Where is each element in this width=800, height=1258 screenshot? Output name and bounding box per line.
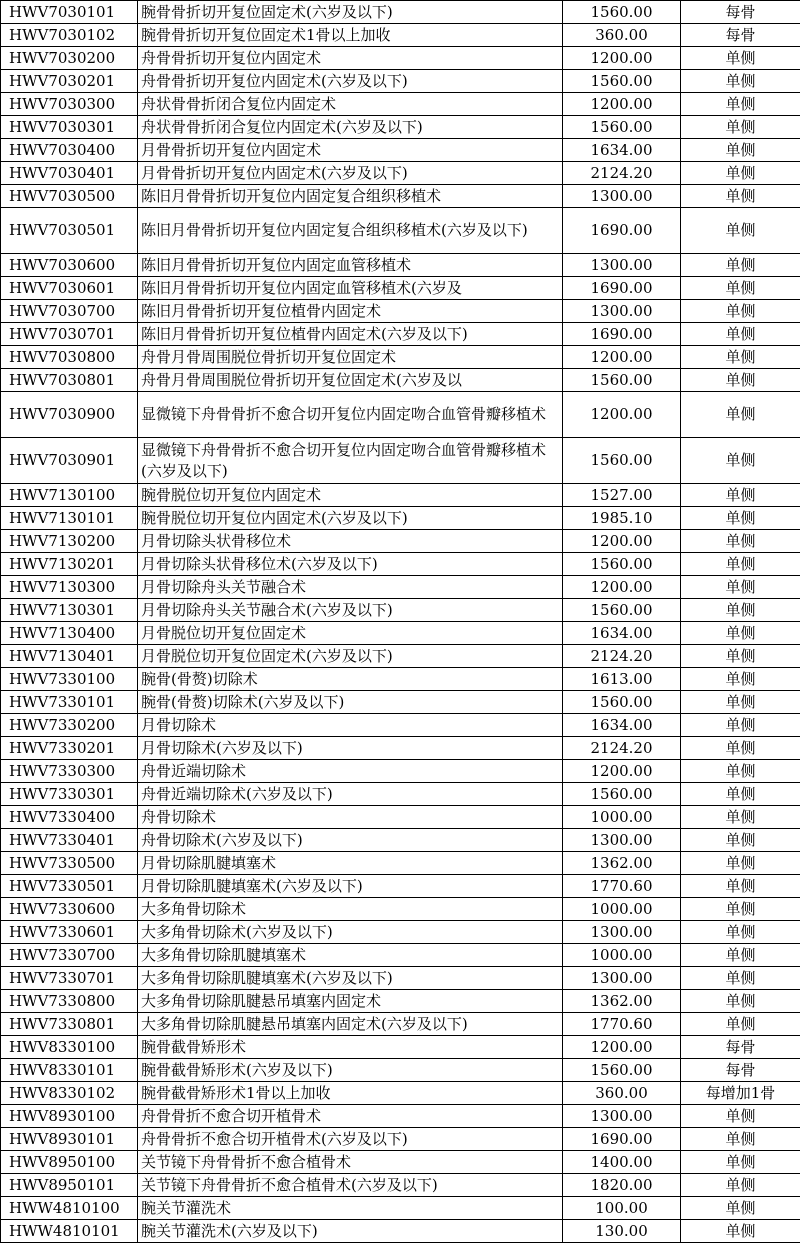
unit-cell: 单侧: [681, 668, 800, 691]
name-cell: 舟骨骨折不愈合切开植骨术(六岁及以下): [138, 1128, 563, 1151]
code-cell: HWV7130400: [1, 622, 138, 645]
price-cell: 1300.00: [563, 967, 681, 990]
code-cell: HWV7030201: [1, 70, 138, 93]
name-cell: 腕骨截骨矫形术: [138, 1036, 563, 1059]
table-row: [1, 737, 800, 760]
price-cell: 1527.00: [563, 484, 681, 507]
price-cell: 1300.00: [563, 254, 681, 277]
price-cell: 1560.00: [563, 1, 681, 24]
table-row: [1, 507, 800, 530]
price-cell: 1300.00: [563, 829, 681, 852]
code-cell: HWV7030701: [1, 323, 138, 346]
unit-cell: 单侧: [681, 967, 800, 990]
fee-table-body: [1, 1, 800, 1243]
unit-cell: 单侧: [681, 737, 800, 760]
price-cell: 1200.00: [563, 346, 681, 369]
table-row: [1, 1220, 800, 1243]
code-cell: HWV7030901: [1, 438, 138, 484]
code-cell: HWV8930100: [1, 1105, 138, 1128]
code-cell: HWV7030700: [1, 300, 138, 323]
name-cell: 腕骨(骨赘)切除术(六岁及以下): [138, 691, 563, 714]
unit-cell: 单侧: [681, 898, 800, 921]
name-cell: 腕关节灌洗术(六岁及以下): [138, 1220, 563, 1243]
price-cell: 1400.00: [563, 1151, 681, 1174]
unit-cell: 单侧: [681, 1105, 800, 1128]
name-cell: 大多角骨切除肌腱填塞术(六岁及以下): [138, 967, 563, 990]
price-cell: 1634.00: [563, 714, 681, 737]
unit-cell: 单侧: [681, 139, 800, 162]
code-cell: HWV8330101: [1, 1059, 138, 1082]
unit-cell: 单侧: [681, 806, 800, 829]
code-cell: HWV7330301: [1, 783, 138, 806]
table-row: [1, 24, 800, 47]
price-cell: 1634.00: [563, 622, 681, 645]
price-cell: 1560.00: [563, 369, 681, 392]
code-cell: HWW4810101: [1, 1220, 138, 1243]
name-cell: 腕骨骨折切开复位固定术1骨以上加收: [138, 24, 563, 47]
table-row: [1, 70, 800, 93]
unit-cell: 单侧: [681, 162, 800, 185]
table-row: [1, 300, 800, 323]
name-cell: 月骨切除舟头关节融合术(六岁及以下): [138, 599, 563, 622]
unit-cell: 每骨: [681, 1059, 800, 1082]
unit-cell: 单侧: [681, 852, 800, 875]
table-row: [1, 599, 800, 622]
unit-cell: 单侧: [681, 300, 800, 323]
price-cell: 1770.60: [563, 1013, 681, 1036]
code-cell: HWV7330400: [1, 806, 138, 829]
code-cell: HWV7030301: [1, 116, 138, 139]
unit-cell: 每骨: [681, 24, 800, 47]
price-cell: 1634.00: [563, 139, 681, 162]
table-row: [1, 967, 800, 990]
name-cell: 月骨脱位切开复位固定术(六岁及以下): [138, 645, 563, 668]
code-cell: HWV7030400: [1, 139, 138, 162]
unit-cell: 单侧: [681, 1151, 800, 1174]
name-cell: 舟骨近端切除术: [138, 760, 563, 783]
unit-cell: 单侧: [681, 208, 800, 254]
unit-cell: 单侧: [681, 990, 800, 1013]
unit-cell: 单侧: [681, 783, 800, 806]
price-cell: 1200.00: [563, 93, 681, 116]
code-cell: HWV7030300: [1, 93, 138, 116]
table-row: [1, 208, 800, 254]
code-cell: HWV7330800: [1, 990, 138, 1013]
name-cell: 月骨切除头状骨移位术: [138, 530, 563, 553]
table-row: [1, 645, 800, 668]
price-cell: 1200.00: [563, 576, 681, 599]
code-cell: HWV7030401: [1, 162, 138, 185]
unit-cell: 单侧: [681, 645, 800, 668]
table-row: [1, 1, 800, 24]
price-cell: 130.00: [563, 1220, 681, 1243]
price-cell: 1362.00: [563, 852, 681, 875]
unit-cell: 单侧: [681, 944, 800, 967]
code-cell: HWV7330200: [1, 714, 138, 737]
table-row: [1, 921, 800, 944]
code-cell: HWV7330500: [1, 852, 138, 875]
price-cell: 1300.00: [563, 1105, 681, 1128]
unit-cell: 每骨: [681, 1036, 800, 1059]
price-cell: 100.00: [563, 1197, 681, 1220]
name-cell: 大多角骨切除肌腱悬吊填塞内固定术: [138, 990, 563, 1013]
code-cell: HWW4810100: [1, 1197, 138, 1220]
name-cell: 陈旧月骨骨折切开复位内固定复合组织移植术: [138, 185, 563, 208]
unit-cell: 单侧: [681, 691, 800, 714]
name-cell: 舟骨骨折切开复位内固定术(六岁及以下): [138, 70, 563, 93]
price-cell: 1560.00: [563, 70, 681, 93]
code-cell: HWV7030102: [1, 24, 138, 47]
code-cell: HWV7330801: [1, 1013, 138, 1036]
table-row: [1, 691, 800, 714]
code-cell: HWV7030800: [1, 346, 138, 369]
unit-cell: 单侧: [681, 185, 800, 208]
table-row: [1, 139, 800, 162]
price-cell: 1820.00: [563, 1174, 681, 1197]
unit-cell: 单侧: [681, 116, 800, 139]
unit-cell: 单侧: [681, 369, 800, 392]
table-row: [1, 1105, 800, 1128]
code-cell: HWV7030500: [1, 185, 138, 208]
code-cell: HWV7330601: [1, 921, 138, 944]
table-row: [1, 162, 800, 185]
code-cell: HWV7130300: [1, 576, 138, 599]
price-cell: 1200.00: [563, 530, 681, 553]
price-cell: 1000.00: [563, 898, 681, 921]
price-cell: 1200.00: [563, 760, 681, 783]
name-cell: 陈旧月骨骨折切开复位内固定血管移植术(六岁及: [138, 277, 563, 300]
price-cell: 1200.00: [563, 47, 681, 70]
code-cell: HWV7030801: [1, 369, 138, 392]
table-row: [1, 1082, 800, 1105]
price-cell: 2124.20: [563, 737, 681, 760]
code-cell: HWV7330101: [1, 691, 138, 714]
name-cell: 月骨切除术: [138, 714, 563, 737]
table-row: [1, 484, 800, 507]
unit-cell: 单侧: [681, 346, 800, 369]
unit-cell: 单侧: [681, 93, 800, 116]
price-cell: 1362.00: [563, 990, 681, 1013]
name-cell: 腕骨截骨矫形术(六岁及以下): [138, 1059, 563, 1082]
price-cell: 1300.00: [563, 185, 681, 208]
code-cell: HWV7330701: [1, 967, 138, 990]
unit-cell: 单侧: [681, 622, 800, 645]
name-cell: 关节镜下舟骨骨折不愈合植骨术(六岁及以下): [138, 1174, 563, 1197]
price-cell: 1560.00: [563, 438, 681, 484]
unit-cell: 单侧: [681, 254, 800, 277]
name-cell: 腕关节灌洗术: [138, 1197, 563, 1220]
code-cell: HWV7130101: [1, 507, 138, 530]
name-cell: 月骨切除肌腱填塞术: [138, 852, 563, 875]
unit-cell: 单侧: [681, 576, 800, 599]
price-cell: 1690.00: [563, 208, 681, 254]
table-row: [1, 1151, 800, 1174]
price-cell: 1613.00: [563, 668, 681, 691]
price-cell: 1560.00: [563, 691, 681, 714]
unit-cell: 单侧: [681, 392, 800, 438]
name-cell: 舟状骨骨折闭合复位内固定术(六岁及以下): [138, 116, 563, 139]
code-cell: HWV7030600: [1, 254, 138, 277]
unit-cell: 单侧: [681, 277, 800, 300]
code-cell: HWV7130301: [1, 599, 138, 622]
name-cell: 陈旧月骨骨折切开复位内固定复合组织移植术(六岁及以下): [138, 208, 563, 254]
unit-cell: 单侧: [681, 438, 800, 484]
name-cell: 舟骨月骨周围脱位骨折切开复位固定术: [138, 346, 563, 369]
unit-cell: 单侧: [681, 1197, 800, 1220]
code-cell: HWV7330501: [1, 875, 138, 898]
table-row: [1, 1174, 800, 1197]
code-cell: HWV7130201: [1, 553, 138, 576]
code-cell: HWV7330300: [1, 760, 138, 783]
price-cell: 1690.00: [563, 323, 681, 346]
code-cell: HWV8930101: [1, 1128, 138, 1151]
name-cell: 陈旧月骨骨折切开复位植骨内固定术(六岁及以下): [138, 323, 563, 346]
unit-cell: 每骨: [681, 1, 800, 24]
code-cell: HWV7130401: [1, 645, 138, 668]
unit-cell: 单侧: [681, 829, 800, 852]
table-row: [1, 346, 800, 369]
name-cell: 月骨骨折切开复位内固定术(六岁及以下): [138, 162, 563, 185]
table-row: [1, 1197, 800, 1220]
name-cell: 舟骨切除术(六岁及以下): [138, 829, 563, 852]
name-cell: 月骨脱位切开复位固定术: [138, 622, 563, 645]
unit-cell: 单侧: [681, 530, 800, 553]
name-cell: 月骨切除舟头关节融合术: [138, 576, 563, 599]
table-row: [1, 116, 800, 139]
code-cell: HWV7330100: [1, 668, 138, 691]
table-row: [1, 323, 800, 346]
name-cell: 大多角骨切除肌腱悬吊填塞内固定术(六岁及以下): [138, 1013, 563, 1036]
table-row: [1, 277, 800, 300]
name-cell: 舟骨骨折不愈合切开植骨术: [138, 1105, 563, 1128]
code-cell: HWV7030900: [1, 392, 138, 438]
table-row: [1, 852, 800, 875]
name-cell: 月骨骨折切开复位内固定术: [138, 139, 563, 162]
name-cell: 陈旧月骨骨折切开复位植骨内固定术: [138, 300, 563, 323]
code-cell: HWV7130200: [1, 530, 138, 553]
table-row: [1, 990, 800, 1013]
price-cell: 1200.00: [563, 1036, 681, 1059]
price-cell: 360.00: [563, 24, 681, 47]
name-cell: 舟骨骨折切开复位内固定术: [138, 47, 563, 70]
price-cell: 1560.00: [563, 599, 681, 622]
name-cell: 舟骨月骨周围脱位骨折切开复位固定术(六岁及以: [138, 369, 563, 392]
table-row: [1, 783, 800, 806]
name-cell: 腕骨脱位切开复位内固定术: [138, 484, 563, 507]
unit-cell: 单侧: [681, 1013, 800, 1036]
code-cell: HWV8330100: [1, 1036, 138, 1059]
price-cell: 1560.00: [563, 553, 681, 576]
price-cell: 1300.00: [563, 921, 681, 944]
price-cell: 1560.00: [563, 116, 681, 139]
table-row: [1, 875, 800, 898]
table-row: [1, 829, 800, 852]
table-row: [1, 1036, 800, 1059]
unit-cell: 单侧: [681, 921, 800, 944]
code-cell: HWV8950101: [1, 1174, 138, 1197]
code-cell: HWV7330401: [1, 829, 138, 852]
code-cell: HWV8950100: [1, 1151, 138, 1174]
table-row: [1, 944, 800, 967]
name-cell: 腕骨脱位切开复位内固定术(六岁及以下): [138, 507, 563, 530]
unit-cell: 单侧: [681, 47, 800, 70]
table-row: [1, 392, 800, 438]
table-row: [1, 714, 800, 737]
name-cell: 陈旧月骨骨折切开复位内固定血管移植术: [138, 254, 563, 277]
price-cell: 1690.00: [563, 1128, 681, 1151]
price-cell: 1300.00: [563, 300, 681, 323]
unit-cell: 单侧: [681, 1128, 800, 1151]
unit-cell: 单侧: [681, 553, 800, 576]
unit-cell: 单侧: [681, 714, 800, 737]
price-cell: 1560.00: [563, 783, 681, 806]
price-cell: 1985.10: [563, 507, 681, 530]
unit-cell: 每增加1骨: [681, 1082, 800, 1105]
table-row: [1, 668, 800, 691]
table-row: [1, 438, 800, 484]
name-cell: 大多角骨切除术: [138, 898, 563, 921]
price-cell: 2124.20: [563, 162, 681, 185]
price-cell: 1770.60: [563, 875, 681, 898]
table-row: [1, 1013, 800, 1036]
table-row: [1, 898, 800, 921]
unit-cell: 单侧: [681, 323, 800, 346]
price-cell: 2124.20: [563, 645, 681, 668]
unit-cell: 单侧: [681, 484, 800, 507]
code-cell: HWV7030501: [1, 208, 138, 254]
table-row: [1, 185, 800, 208]
name-cell: 舟骨切除术: [138, 806, 563, 829]
unit-cell: 单侧: [681, 1174, 800, 1197]
price-cell: 1200.00: [563, 392, 681, 438]
name-cell: 显微镜下舟骨骨折不愈合切开复位内固定吻合血管骨瓣移植术: [138, 392, 563, 438]
table-row: [1, 93, 800, 116]
name-cell: 舟状骨骨折闭合复位内固定术: [138, 93, 563, 116]
name-cell: 月骨切除头状骨移位术(六岁及以下): [138, 553, 563, 576]
name-cell: 腕骨骨折切开复位固定术(六岁及以下): [138, 1, 563, 24]
price-cell: 360.00: [563, 1082, 681, 1105]
table-row: [1, 1059, 800, 1082]
price-cell: 1560.00: [563, 1059, 681, 1082]
table-row: [1, 1128, 800, 1151]
table-row: [1, 47, 800, 70]
unit-cell: 单侧: [681, 70, 800, 93]
name-cell: 月骨切除术(六岁及以下): [138, 737, 563, 760]
code-cell: HWV7330700: [1, 944, 138, 967]
code-cell: HWV7130100: [1, 484, 138, 507]
table-row: [1, 369, 800, 392]
name-cell: 显微镜下舟骨骨折不愈合切开复位内固定吻合血管骨瓣移植术(六岁及以下): [138, 438, 563, 484]
code-cell: HWV7030101: [1, 1, 138, 24]
code-cell: HWV7030601: [1, 277, 138, 300]
name-cell: 关节镜下舟骨骨折不愈合植骨术: [138, 1151, 563, 1174]
code-cell: HWV7330201: [1, 737, 138, 760]
unit-cell: 单侧: [681, 599, 800, 622]
price-cell: 1000.00: [563, 944, 681, 967]
table-row: [1, 760, 800, 783]
unit-cell: 单侧: [681, 1220, 800, 1243]
table-row: [1, 553, 800, 576]
price-cell: 1690.00: [563, 277, 681, 300]
name-cell: 大多角骨切除术(六岁及以下): [138, 921, 563, 944]
code-cell: HWV8330102: [1, 1082, 138, 1105]
table-row: [1, 806, 800, 829]
table-row: [1, 622, 800, 645]
name-cell: 月骨切除肌腱填塞术(六岁及以下): [138, 875, 563, 898]
table-row: [1, 576, 800, 599]
code-cell: HWV7030200: [1, 47, 138, 70]
price-cell: 1000.00: [563, 806, 681, 829]
table-row: [1, 254, 800, 277]
code-cell: HWV7330600: [1, 898, 138, 921]
name-cell: 舟骨近端切除术(六岁及以下): [138, 783, 563, 806]
name-cell: 大多角骨切除肌腱填塞术: [138, 944, 563, 967]
unit-cell: 单侧: [681, 507, 800, 530]
unit-cell: 单侧: [681, 760, 800, 783]
table-row: [1, 530, 800, 553]
name-cell: 腕骨截骨矫形术1骨以上加收: [138, 1082, 563, 1105]
name-cell: 腕骨(骨赘)切除术: [138, 668, 563, 691]
unit-cell: 单侧: [681, 875, 800, 898]
